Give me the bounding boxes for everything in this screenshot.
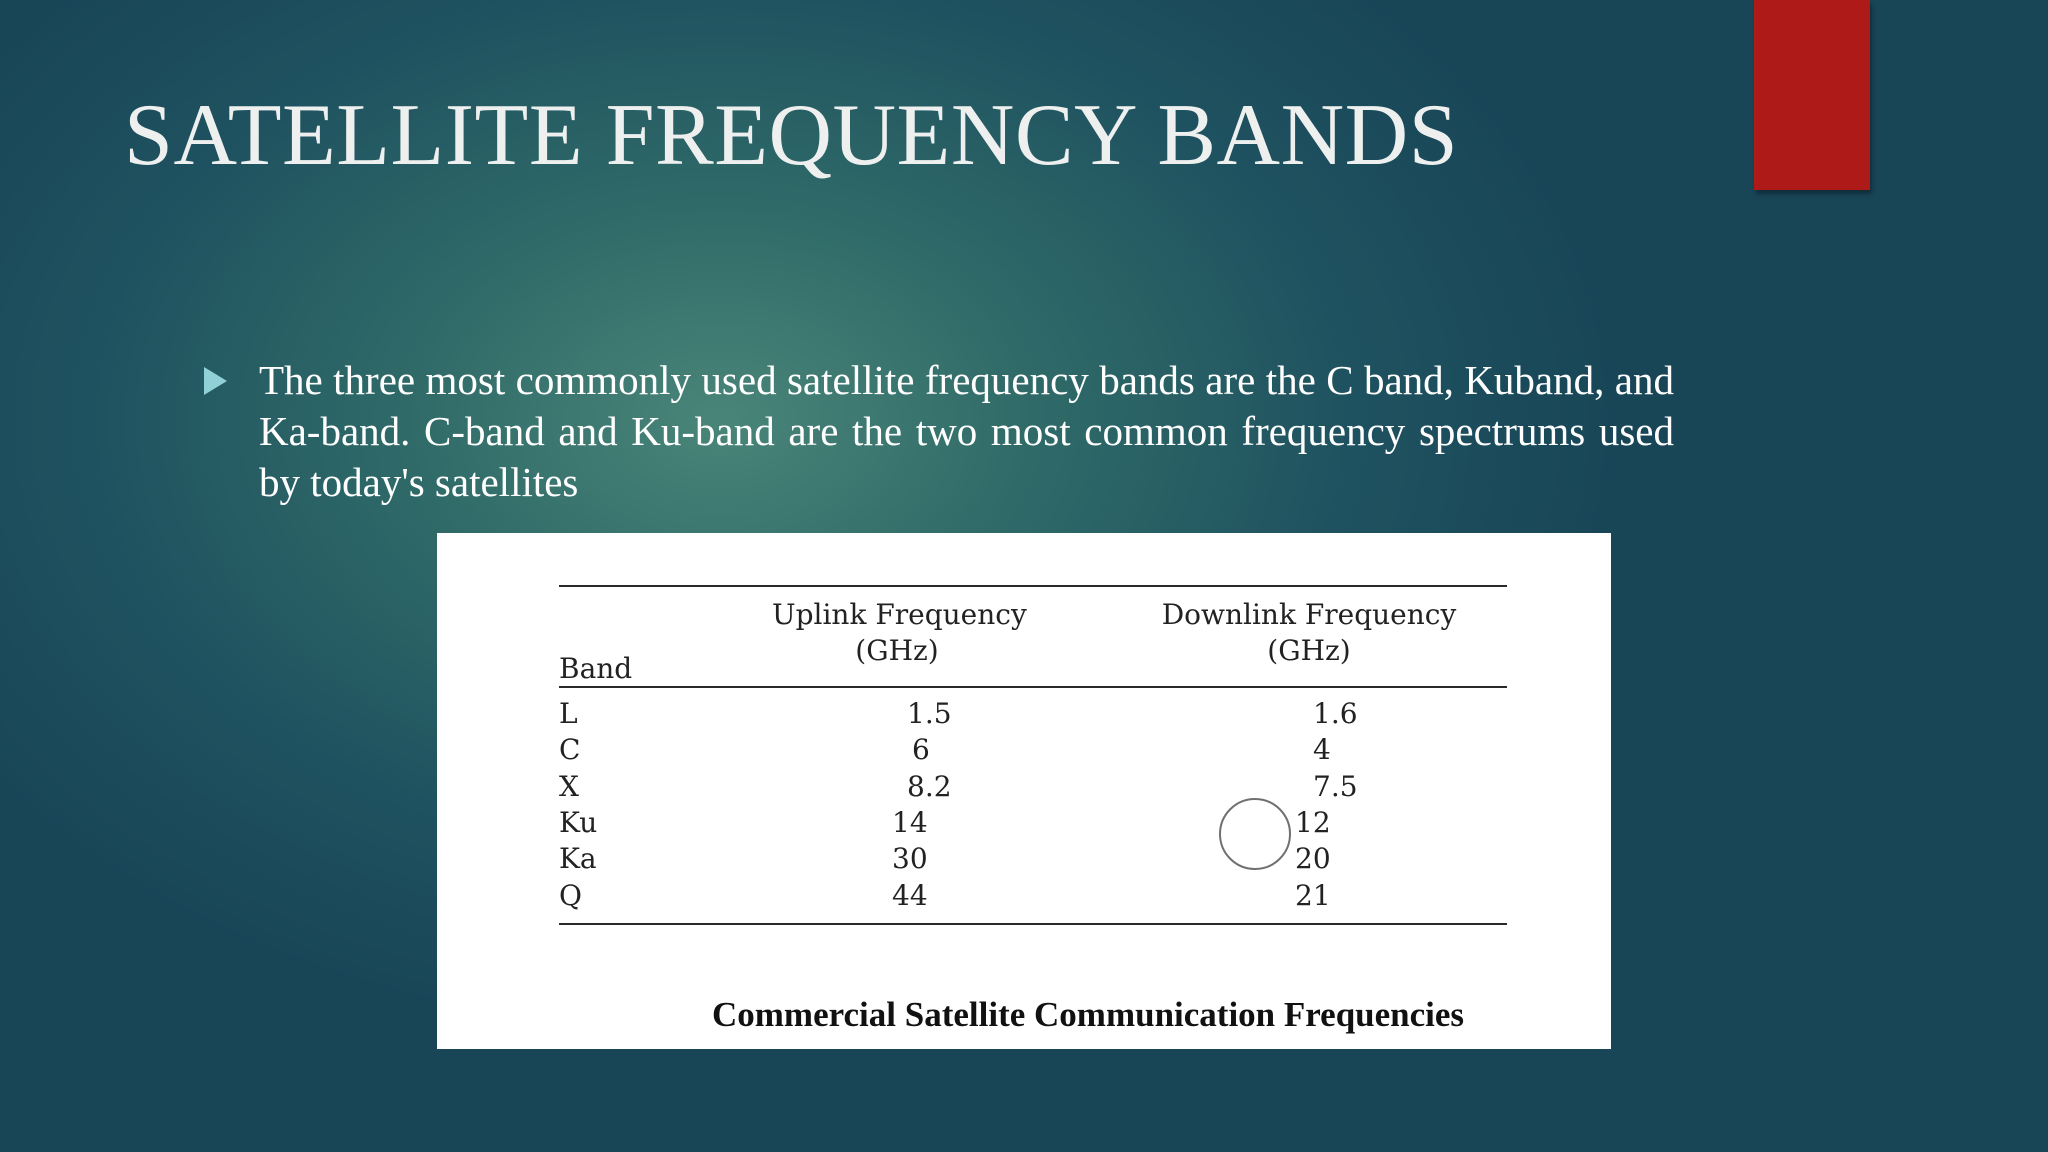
table-top-rule	[559, 585, 1507, 587]
header-band: Band	[559, 652, 633, 685]
triangle-bullet-icon	[204, 367, 227, 395]
cell-downlink: 1.6	[1313, 697, 1358, 730]
header-downlink-line1: Downlink Frequency	[1161, 598, 1457, 631]
table-bottom-rule	[559, 923, 1507, 925]
header-downlink-line2: (GHz)	[1267, 634, 1351, 667]
cell-downlink: 4	[1313, 733, 1331, 766]
table-header-rule	[559, 686, 1507, 688]
bullet-text: The three most commonly used satellite frequency bands are the C band, Kuband, and Ka-band. C-band and Ku-band are the two most common frequency spectrums used by today's satellites	[259, 357, 1674, 505]
circle-mark	[1219, 798, 1291, 870]
cell-uplink: 8.2	[907, 770, 952, 803]
cell-band: X	[559, 770, 579, 803]
slide-title: SATELLITE FREQUENCY BANDS	[124, 87, 1459, 184]
cell-downlink: 21	[1295, 879, 1331, 912]
cell-uplink: 30	[892, 842, 928, 875]
cell-uplink: 44	[892, 879, 928, 912]
header-uplink-line2: (GHz)	[855, 634, 939, 667]
cell-uplink: 14	[892, 806, 928, 839]
cell-band: Q	[559, 879, 582, 912]
table-caption: Commercial Satellite Communication Frequencies	[712, 995, 1465, 1034]
cell-band: C	[559, 733, 581, 766]
header-downlink	[1159, 597, 1459, 669]
header-uplink-line1: Uplink Frequency	[772, 598, 1027, 631]
cell-downlink: 12	[1295, 806, 1331, 839]
cell-band: Ka	[559, 842, 597, 875]
cell-band: L	[559, 697, 578, 730]
cell-uplink: 1.5	[907, 697, 952, 730]
cell-band: Ku	[559, 806, 598, 839]
accent-tab	[1754, 0, 1870, 190]
cell-uplink: 6	[912, 733, 930, 766]
cell-downlink: 7.5	[1313, 770, 1358, 803]
frequency-table-figure	[437, 533, 1611, 1049]
cell-downlink: 20	[1295, 842, 1331, 875]
header-uplink	[772, 597, 1027, 669]
